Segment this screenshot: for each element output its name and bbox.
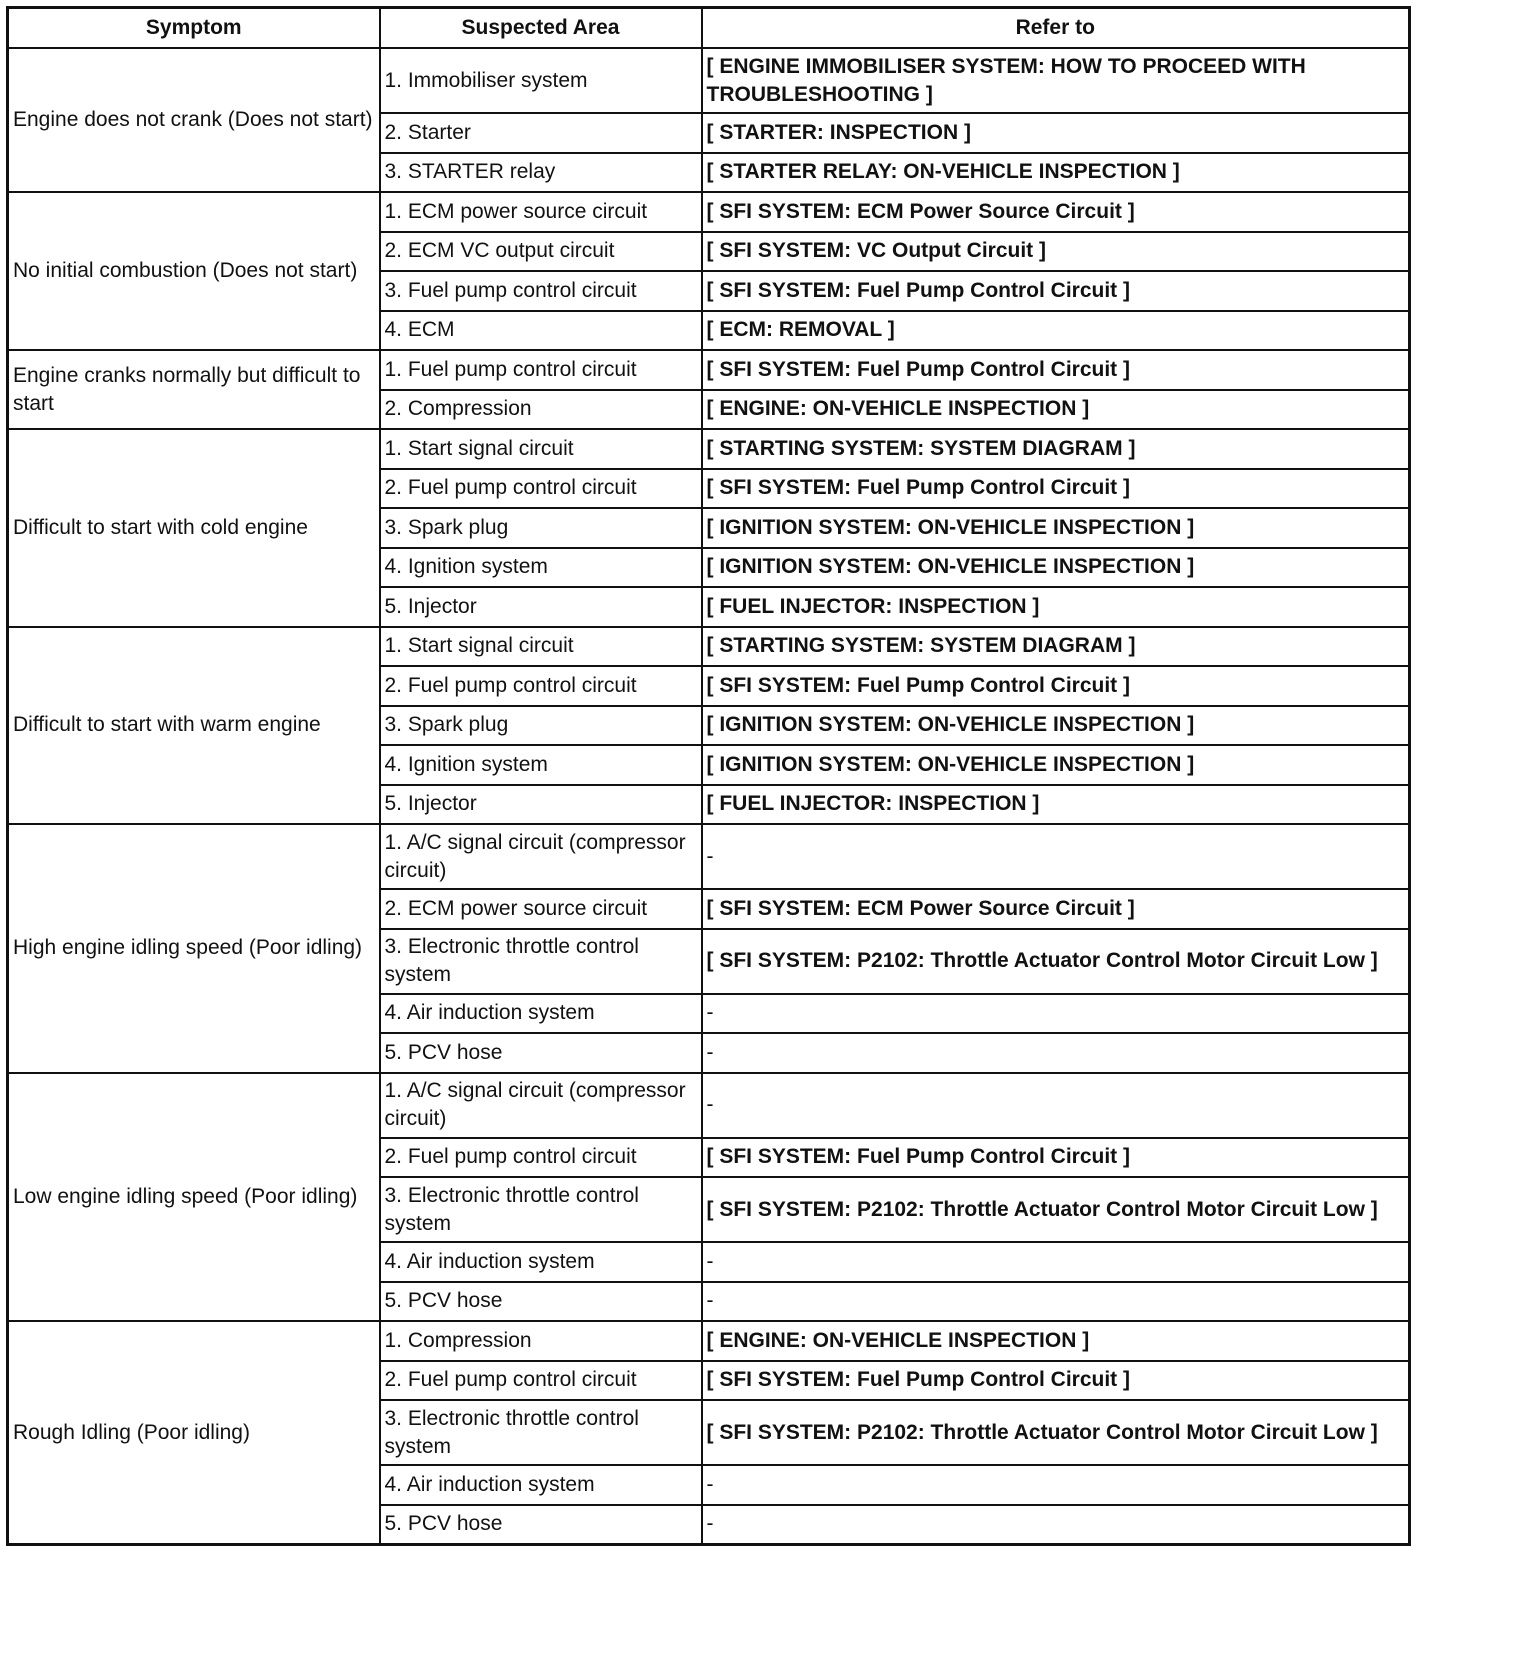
refer-to-cell: -	[702, 1282, 1410, 1322]
suspected-area-cell: 2. ECM power source circuit	[380, 889, 702, 929]
refer-to-link[interactable]: [ STARTING SYSTEM: SYSTEM DIAGRAM ]	[702, 627, 1410, 667]
table-row	[8, 350, 1410, 390]
symptom-cell: Rough Idling (Poor idling)	[8, 1321, 380, 1545]
refer-to-link[interactable]: [ SFI SYSTEM: Fuel Pump Control Circuit ]	[702, 1138, 1410, 1178]
refer-to-link[interactable]: [ SFI SYSTEM: P2102: Throttle Actuator Control Motor Circuit Low ]	[702, 929, 1410, 994]
suspected-area-cell: 3. STARTER relay	[380, 153, 702, 193]
refer-to-cell: -	[702, 1073, 1410, 1138]
refer-to-link[interactable]: [ SFI SYSTEM: Fuel Pump Control Circuit ]	[702, 666, 1410, 706]
symptom-cell: Difficult to start with cold engine	[8, 429, 380, 627]
table-row	[8, 48, 1410, 113]
suspected-area-cell: 5. Injector	[380, 785, 702, 825]
suspected-area-cell: 1. Fuel pump control circuit	[380, 350, 702, 390]
suspected-area-cell: 1. A/C signal circuit (compressor circuit)	[380, 1073, 702, 1138]
suspected-area-cell: 2. Compression	[380, 390, 702, 430]
refer-to-cell: -	[702, 1505, 1410, 1545]
refer-to-cell: -	[702, 994, 1410, 1034]
refer-to-link[interactable]: [ ENGINE: ON-VEHICLE INSPECTION ]	[702, 1321, 1410, 1361]
table-row	[8, 1321, 1410, 1361]
suspected-area-cell: 3. Electronic throttle control system	[380, 1400, 702, 1465]
refer-to-link[interactable]: [ STARTER: INSPECTION ]	[702, 113, 1410, 153]
suspected-area-cell: 5. PCV hose	[380, 1282, 702, 1322]
refer-to-link[interactable]: [ STARTER RELAY: ON-VEHICLE INSPECTION ]	[702, 153, 1410, 193]
suspected-area-cell: 4. Ignition system	[380, 745, 702, 785]
refer-to-cell: -	[702, 1033, 1410, 1073]
suspected-area-cell: 2. Fuel pump control circuit	[380, 666, 702, 706]
refer-to-link[interactable]: [ SFI SYSTEM: Fuel Pump Control Circuit ]	[702, 271, 1410, 311]
suspected-area-cell: 4. Air induction system	[380, 994, 702, 1034]
refer-to-link[interactable]: [ SFI SYSTEM: ECM Power Source Circuit ]	[702, 889, 1410, 929]
refer-to-link[interactable]: [ SFI SYSTEM: Fuel Pump Control Circuit ]	[702, 469, 1410, 509]
refer-to-link[interactable]: [ ENGINE IMMOBILISER SYSTEM: HOW TO PROCEED WITH TROUBLESHOOTING ]	[702, 48, 1410, 113]
suspected-area-cell: 2. ECM VC output circuit	[380, 232, 702, 272]
table-row	[8, 627, 1410, 667]
symptom-cell: Engine does not crank (Does not start)	[8, 48, 380, 192]
suspected-area-cell: 4. Ignition system	[380, 548, 702, 588]
header-symptom: Symptom	[8, 8, 380, 49]
symptom-cell: Low engine idling speed (Poor idling)	[8, 1073, 380, 1322]
refer-to-cell: -	[702, 824, 1410, 889]
suspected-area-cell: 3. Spark plug	[380, 508, 702, 548]
refer-to-link[interactable]: [ IGNITION SYSTEM: ON-VEHICLE INSPECTION ]	[702, 706, 1410, 746]
refer-to-link[interactable]: [ IGNITION SYSTEM: ON-VEHICLE INSPECTION ]	[702, 745, 1410, 785]
table-row	[8, 192, 1410, 232]
suspected-area-cell: 1. Compression	[380, 1321, 702, 1361]
suspected-area-cell: 5. Injector	[380, 587, 702, 627]
refer-to-link[interactable]: [ FUEL INJECTOR: INSPECTION ]	[702, 785, 1410, 825]
suspected-area-cell: 2. Fuel pump control circuit	[380, 1361, 702, 1401]
suspected-area-cell: 3. Fuel pump control circuit	[380, 271, 702, 311]
refer-to-link[interactable]: [ ECM: REMOVAL ]	[702, 311, 1410, 351]
problem-symptoms-table	[6, 6, 1411, 1546]
suspected-area-cell: 5. PCV hose	[380, 1033, 702, 1073]
suspected-area-cell: 2. Fuel pump control circuit	[380, 1138, 702, 1178]
table-row	[8, 1073, 1410, 1138]
refer-to-link[interactable]: [ ENGINE: ON-VEHICLE INSPECTION ]	[702, 390, 1410, 430]
refer-to-link[interactable]: [ IGNITION SYSTEM: ON-VEHICLE INSPECTION ]	[702, 548, 1410, 588]
header-suspected-area: Suspected Area	[380, 8, 702, 49]
suspected-area-cell: 2. Fuel pump control circuit	[380, 469, 702, 509]
header-refer-to: Refer to	[702, 8, 1410, 49]
troubleshooting-sheet	[6, 6, 1414, 1546]
symptom-cell: Difficult to start with warm engine	[8, 627, 380, 825]
table-header-row	[8, 8, 1410, 49]
refer-to-cell: -	[702, 1242, 1410, 1282]
suspected-area-cell: 3. Spark plug	[380, 706, 702, 746]
suspected-area-cell: 3. Electronic throttle control system	[380, 1177, 702, 1242]
suspected-area-cell: 4. ECM	[380, 311, 702, 351]
suspected-area-cell: 1. Start signal circuit	[380, 429, 702, 469]
symptom-cell: High engine idling speed (Poor idling)	[8, 824, 380, 1073]
suspected-area-cell: 2. Starter	[380, 113, 702, 153]
suspected-area-cell: 1. ECM power source circuit	[380, 192, 702, 232]
suspected-area-cell: 1. Immobiliser system	[380, 48, 702, 113]
refer-to-link[interactable]: [ SFI SYSTEM: Fuel Pump Control Circuit ]	[702, 350, 1410, 390]
suspected-area-cell: 4. Air induction system	[380, 1242, 702, 1282]
refer-to-link[interactable]: [ IGNITION SYSTEM: ON-VEHICLE INSPECTION ]	[702, 508, 1410, 548]
refer-to-cell: -	[702, 1465, 1410, 1505]
suspected-area-cell: 3. Electronic throttle control system	[380, 929, 702, 994]
symptom-cell: No initial combustion (Does not start)	[8, 192, 380, 350]
suspected-area-cell: 1. A/C signal circuit (compressor circuit)	[380, 824, 702, 889]
table-row	[8, 824, 1410, 889]
refer-to-link[interactable]: [ SFI SYSTEM: P2102: Throttle Actuator Control Motor Circuit Low ]	[702, 1400, 1410, 1465]
suspected-area-cell: 5. PCV hose	[380, 1505, 702, 1545]
refer-to-link[interactable]: [ SFI SYSTEM: ECM Power Source Circuit ]	[702, 192, 1410, 232]
refer-to-link[interactable]: [ SFI SYSTEM: VC Output Circuit ]	[702, 232, 1410, 272]
symptom-cell: Engine cranks normally but difficult to start	[8, 350, 380, 429]
refer-to-link[interactable]: [ FUEL INJECTOR: INSPECTION ]	[702, 587, 1410, 627]
refer-to-link[interactable]: [ SFI SYSTEM: Fuel Pump Control Circuit ]	[702, 1361, 1410, 1401]
suspected-area-cell: 4. Air induction system	[380, 1465, 702, 1505]
refer-to-link[interactable]: [ SFI SYSTEM: P2102: Throttle Actuator Control Motor Circuit Low ]	[702, 1177, 1410, 1242]
table-row	[8, 429, 1410, 469]
refer-to-link[interactable]: [ STARTING SYSTEM: SYSTEM DIAGRAM ]	[702, 429, 1410, 469]
suspected-area-cell: 1. Start signal circuit	[380, 627, 702, 667]
